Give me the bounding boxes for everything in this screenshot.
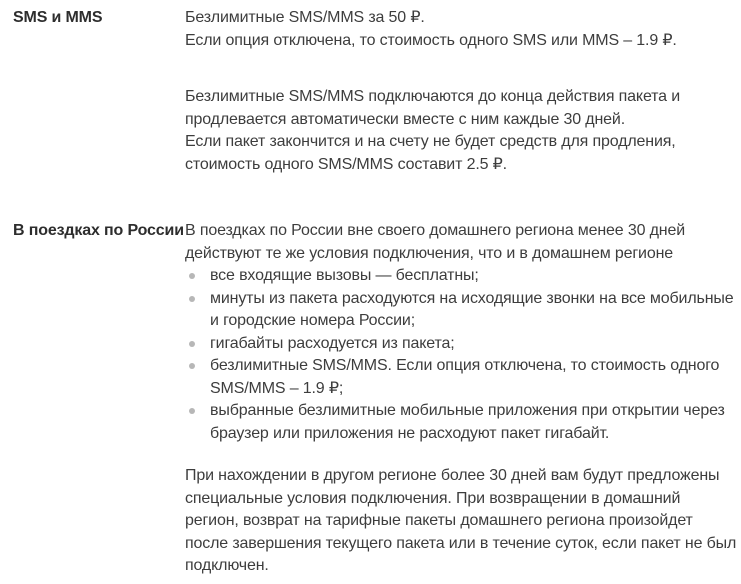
section-content-travel <box>185 220 738 578</box>
list-item-text: гигабайты расходуется из пакета; <box>210 334 455 352</box>
list-item-text: минуты из пакета расходуются на исходящие звонки на все мобильные и городские номера России; <box>210 289 734 329</box>
section-content-sms <box>185 7 738 176</box>
tariff-section-travel <box>13 220 737 578</box>
list-item-text: все входящие вызовы — бесплатны; <box>210 267 479 284</box>
tariff-section-sms <box>13 7 737 176</box>
section-label-sms: SMS и MMS <box>13 9 103 26</box>
list-item <box>185 333 738 356</box>
bullet-icon <box>189 341 195 347</box>
bullet-icon <box>189 296 195 302</box>
paragraph <box>185 86 738 176</box>
list-item <box>185 288 738 333</box>
text-line: Если пакет закончится и на счету не будет средств для продления, стоимость одного SMS/MMS составит 2.5 ₽. <box>185 133 676 173</box>
list-item-text: выбранные безлимитные мобильные приложения при открытии через браузер или приложения не расходуют пакет гигабайт. <box>210 402 725 442</box>
list-item-text: безлимитные SMS/MMS. Если опция отключена, то стоимость одного SMS/MMS – 1.9 ₽; <box>210 357 720 397</box>
text-line: Если опция отключена, то стоимость одного SMS или MMS – 1.9 ₽. <box>185 31 677 49</box>
outro-paragraph: При нахождении в другом регионе более 30 дней вам будут предложены специальные условия подключения. При возвращении в домашний регион, возврат на тарифные пакеты домашнего региона произойдет после завершения текущего пакета или в течение суток, если пакет не был подключен. <box>185 467 737 574</box>
text-line: Безлимитные SMS/MMS подключаются до конца действия пакета и продлевается автоматически вместе с ним каждые 30 дней. <box>185 88 681 128</box>
list-item <box>185 355 738 400</box>
list-item <box>185 265 738 288</box>
bullet-icon <box>189 408 195 414</box>
list-item <box>185 400 738 445</box>
section-label-travel: В поездках по России <box>13 222 184 239</box>
bullet-icon <box>189 363 195 369</box>
intro-paragraph: В поездках по России вне своего домашнего региона менее 30 дней действуют те же условия подключения, что и в домашнем регионе <box>185 222 686 262</box>
text-line: Безлимитные SMS/MMS за 50 ₽. <box>185 9 425 26</box>
bullet-list <box>185 265 738 445</box>
paragraph <box>185 7 738 52</box>
bullet-icon <box>189 273 195 279</box>
